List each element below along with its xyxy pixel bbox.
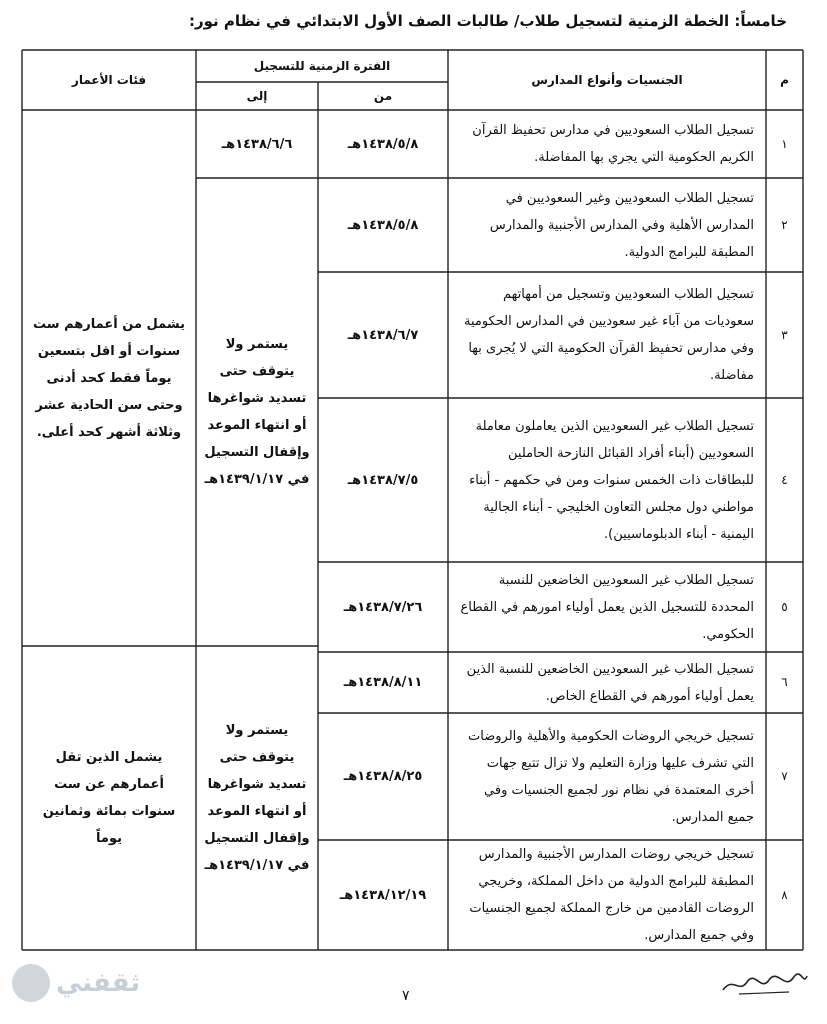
to-period-group-b: يستمر ولا يتوقف حتى تسديد شواغرها أو انتهاء الموعد وإقفال التسجيل في ١٤٣٩/١/١٧هـ [204,723,310,873]
to-period-group-a: يستمر ولا يتوقف حتى تسديد شواغرها أو انتهاء الموعد وإقفال التسجيل في ١٤٣٩/١/١٧هـ [204,337,310,487]
age-range-group-b: يشمل الذين تقل أعمارهم عن ست سنوات بمائة وثمانين يوماً [42,750,176,846]
row-to-date: ١٤٣٨/٦/٦هـ [221,136,293,152]
watermark-text: ثقفني [56,968,141,998]
header-from: من [373,88,393,103]
row-from-date: ١٤٣٨/٨/١١هـ [343,675,423,690]
header-period: الفترة الزمنية للتسجيل [253,58,391,73]
row-number: ٧ [781,769,788,783]
row-description: تسجيل خريجي روضات المدارس الأجنبية والمدارس المطبقة للبرامج الدولية من داخل المملكة، وخريجي الروضات القادمين من خارج المملكة لجميع الجنسيات وفي جميع المدارس. [469,847,754,943]
row-number: ٣ [781,327,788,342]
header-number: م [780,72,789,87]
header-ages: فئات الأعمار [71,72,147,87]
signature [719,968,809,998]
row-description: تسجيل خريجي الروضات الحكومية والأهلية والروضات التي تشرف عليها وزارة التعليم ولا تزال تتبع جهات أخرى المعتمدة في نظام نور لجميع الجنسيات وفي جميع المدارس. [468,728,754,825]
row-number: ٢ [781,217,788,232]
row-description: تسجيل الطلاب السعوديين وغير السعوديين في المدارس الأهلية وفي المدارس الأجنبية والمدارس المطبقة للبرامج الدولية. [489,190,754,260]
watermark [12,958,212,1008]
row-number: ٦ [781,675,788,689]
row-number: ٨ [781,887,788,902]
row-description: تسجيل الطلاب السعوديين وتسجيل من أمهاتهم سعوديات من آباء غير سعوديين في المدارس الحكومية وفي مدارس تحفيظ القرآن الحكومية التي لا يُجرى بها مفاضلة. [463,287,754,383]
page-number: ٧ [402,988,410,1004]
row-number: ٥ [781,599,788,614]
row-from-date: ١٤٣٨/٨/٢٥هـ [343,769,423,784]
row-description: تسجيل الطلاب غير السعوديين الذين يعاملون معاملة السعوديين (أبناء أفراد القبائل النازحة الحاملين للبطاقات ذات الخمس سنوات ومن في حكمهم - أبناء مواطني دول مجلس التعاون الخليجي - أبناء الجالية اليمنية - أبناء الدبلوماسيين). [469,418,754,542]
row-number: ١ [781,136,788,151]
row-description: تسجيل الطلاب غير السعوديين الخاضعين للنسبة الذين يعمل أولياء أمورهم في القطاع الخاص. [466,661,754,704]
header-schools: الجنسيات وأنواع المدارس [531,72,683,87]
age-range-group-a: يشمل من أعمارهم ست سنوات أو اقل بتسعين يوماً فقط كحد أدنى وحتى سن الحادية عشر وثلاثة أشهر كحد أعلى. [33,316,185,440]
page-title: خامساً: الخطة الزمنية لتسجيل طلاب/ طالبات الصف الأول الابتدائي في نظام نور: [188,12,787,30]
lightbulb-icon [12,964,50,1002]
row-description: تسجيل الطلاب السعوديين في مدارس تحفيظ القرآن الكريم الحكومية التي يجري بها المفاضلة. [472,123,754,165]
row-from-date: ١٤٣٨/٥/٨هـ [347,217,419,233]
row-from-date: ١٤٣٨/٧/٥هـ [347,472,419,488]
row-description: تسجيل الطلاب غير السعوديين الخاضعين للنسبة المحددة للتسجيل الذين يعمل أولياء امورهم في القطاع الحكومي. [460,572,754,642]
row-number: ٤ [781,472,788,487]
row-from-date: ١٤٣٨/٥/٨هـ [347,136,419,152]
row-from-date: ١٤٣٨/٦/٧هـ [347,327,419,343]
header-to: إلى [246,88,268,103]
row-from-date: ١٤٣٨/٧/٢٦هـ [343,599,423,615]
row-from-date: ١٤٣٨/١٢/١٩هـ [339,887,427,903]
